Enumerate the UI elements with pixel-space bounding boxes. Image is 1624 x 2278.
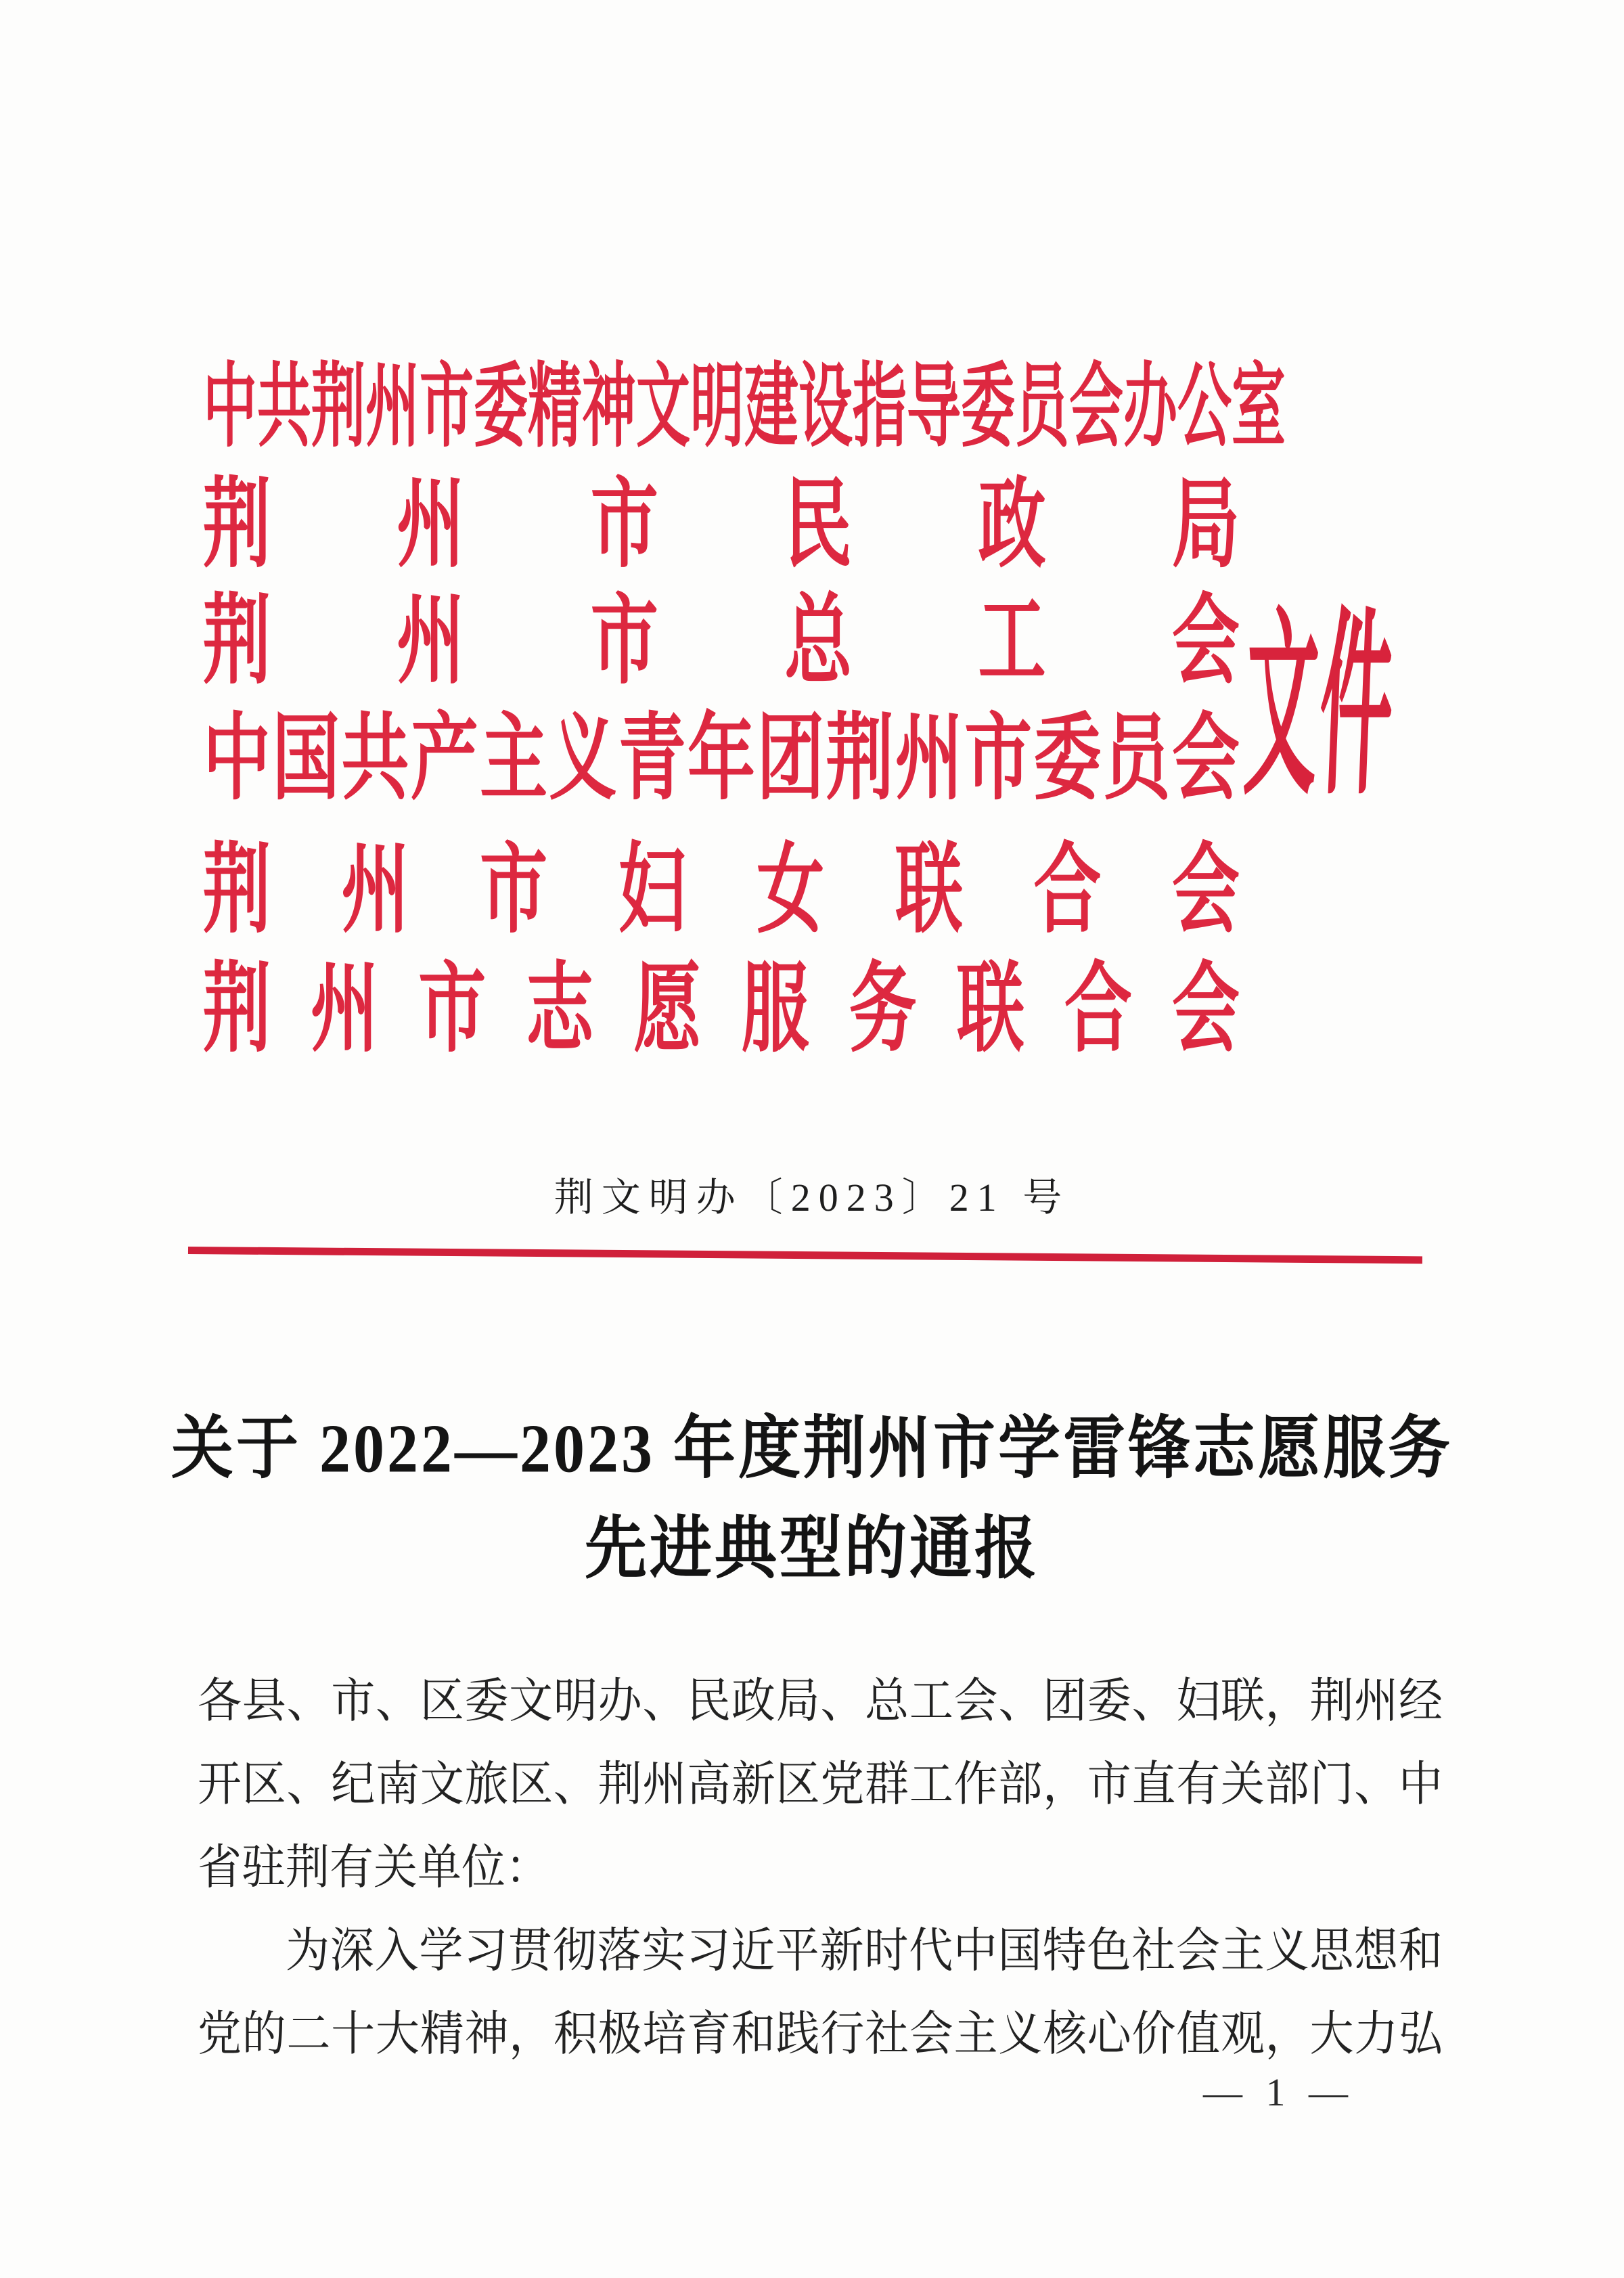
letterhead-org-line-6: 荆州市志愿服务联合会	[203, 955, 1240, 1065]
letterhead-org-line-5: 荆州市妇女联合会	[203, 836, 1240, 945]
doc-reference-number: 荆文明办〔2023〕21 号	[554, 1176, 1070, 1220]
body-line: 党的二十大精神，积极培育和践行社会主义核心价值观，大力弘	[198, 2008, 1443, 2061]
letterhead-org-line-2: 荆州市民政局	[203, 470, 1240, 580]
body-line: 为深入学习贯彻落实习近平新时代中国特色社会主义思想和	[286, 1925, 1443, 1978]
body-line: 开区、纪南文旅区、荆州高新区党群工作部，市直有关部门、中	[198, 1758, 1443, 1812]
body-text-block	[198, 1661, 1443, 2078]
red-divider-rule	[188, 1247, 1422, 1264]
letterhead-org-line-1: 中共荆州市委精神文明建设指导委员会办公室	[203, 357, 1286, 459]
doc-title-line-1: 关于 2022—2023 年度荆州市学雷锋志愿服务	[171, 1410, 1453, 1487]
body-line: 各县、市、区委文明办、民政局、总工会、团委、妇联，荆州经	[198, 1675, 1443, 1728]
file-mark-label: 文件	[1241, 596, 1399, 819]
page-number: — 1 —	[1203, 2070, 1355, 2114]
doc-title-line-2: 先进典型的通报	[584, 1511, 1039, 1587]
letterhead-org-line-3: 荆州市总工会	[203, 587, 1240, 696]
letterhead-org-line-4: 中国共产主义青年团荆州市委员会	[203, 706, 1240, 811]
body-line: 省驻荆有关单位：	[198, 1841, 550, 1895]
